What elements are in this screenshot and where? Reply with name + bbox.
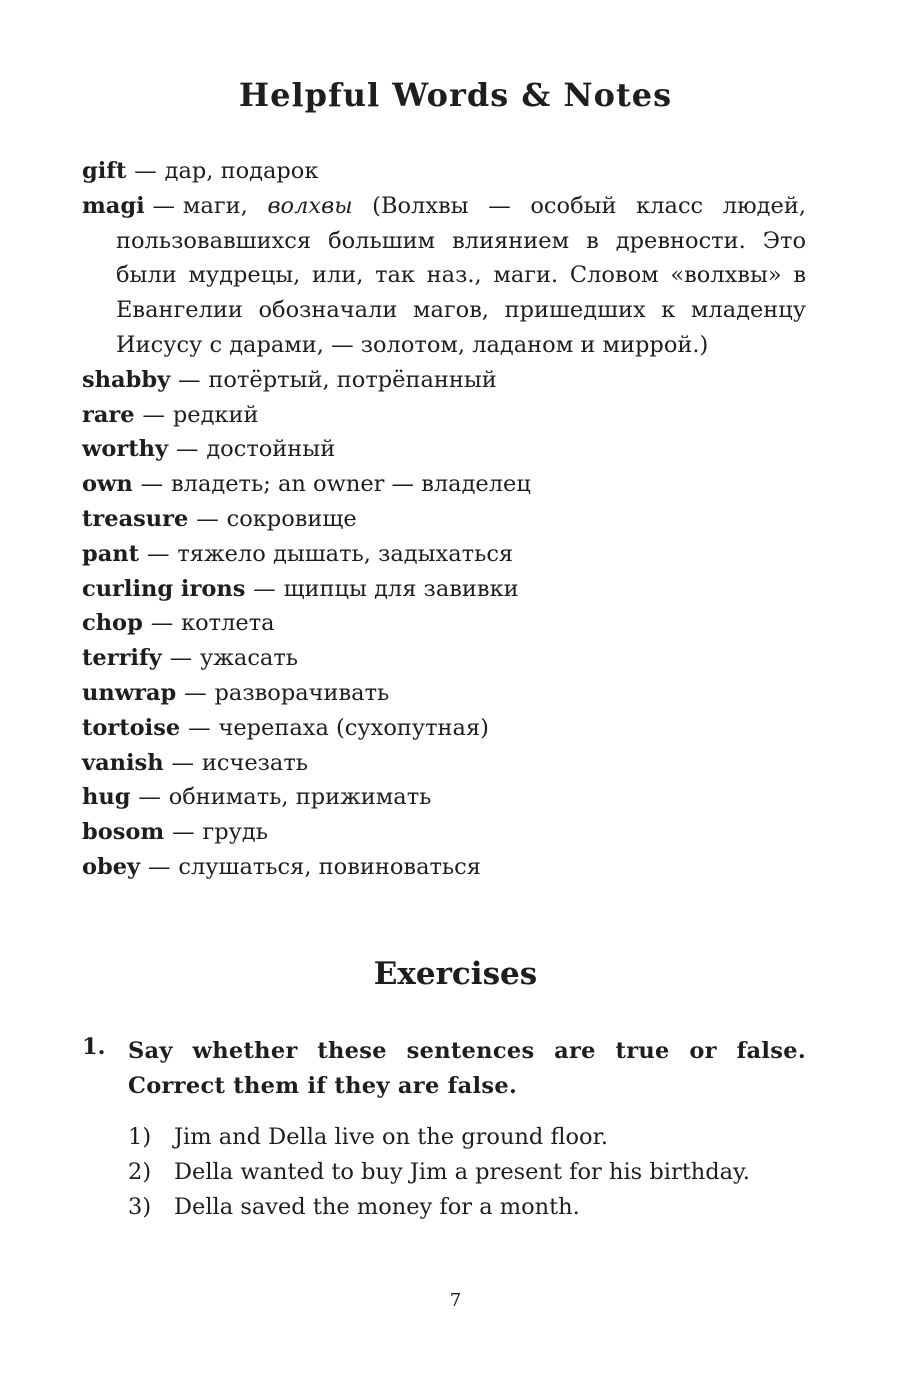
glossary-term: worthy xyxy=(82,436,169,463)
glossary-term: pant xyxy=(82,540,140,567)
glossary-term: obey xyxy=(82,853,141,880)
glossary-term: hug xyxy=(82,784,131,811)
exercise-item xyxy=(128,1190,806,1225)
glossary-list xyxy=(82,154,806,885)
item-text: Jim and Della live on the ground floor. xyxy=(174,1124,609,1150)
glossary-entry: treasure — сокровище xyxy=(82,505,357,532)
glossary-entry: magi — маги, волхвы (Волхвы — особый класс людей, пользовавшихся большим влиянием в древности. Это были мудрецы, или, так наз., маги. Словом «волхвы» в Евангелии обозначали магов, пришедших к младенцу Иисусу с дарами, — золотом, ладаном и миррой.) xyxy=(82,192,806,358)
glossary-definition: грудь xyxy=(202,819,269,846)
exercise-item xyxy=(128,1155,806,1190)
glossary-entry: shabby — потёртый, потрёпанный xyxy=(82,366,497,393)
glossary-term: gift xyxy=(82,158,127,184)
glossary-entry: obey — слушаться, повиноваться xyxy=(82,853,481,880)
glossary-entry: bosom — грудь xyxy=(82,819,269,846)
glossary-entry: rare — редкий xyxy=(82,401,259,428)
glossary-entry: worthy — достойный xyxy=(82,436,336,463)
glossary-entry: hug — обнимать, прижимать xyxy=(82,784,432,811)
glossary-entry: pant — тяжело дышать, задыхаться xyxy=(82,540,514,567)
glossary-term: chop xyxy=(82,610,143,637)
glossary-term: unwrap xyxy=(82,679,177,706)
glossary-entry: curling irons — щипцы для завивки xyxy=(82,575,519,602)
glossary-entry: chop — котлета xyxy=(82,610,275,637)
item-text: Della wanted to buy Jim a present for his birthday. xyxy=(174,1159,750,1185)
glossary-definition-italic: волхвы xyxy=(267,192,353,219)
glossary-definition: дар, подарок xyxy=(164,158,319,184)
glossary-term: own xyxy=(82,471,133,498)
glossary-definition: исчезать xyxy=(201,749,309,776)
exercise-instruction: Say whether these sentences are true or false. Correct them if they are false. xyxy=(128,1038,806,1099)
glossary-entry: own — владеть; an owner — владелец xyxy=(82,471,531,498)
page-number: 7 xyxy=(449,1290,462,1311)
glossary-term: shabby xyxy=(82,366,171,393)
glossary-term: bosom xyxy=(82,819,165,846)
item-number: 3) xyxy=(128,1194,152,1220)
glossary-definition: потёртый, потрёпанный xyxy=(208,366,497,393)
glossary-entry: tortoise — черепаха (сухопутная) xyxy=(82,714,489,741)
glossary-definition: редкий xyxy=(172,401,259,428)
glossary-definition: слушаться, повиноваться xyxy=(178,853,481,880)
glossary-term: magi xyxy=(82,192,145,219)
glossary-definition: обнимать, прижимать xyxy=(168,784,432,811)
glossary-entry: vanish — исчезать xyxy=(82,749,309,776)
glossary-entry: unwrap — разворачивать xyxy=(82,679,390,706)
glossary-note: (Волхвы — особый класс людей, пользовавшихся большим влиянием в древности. Это были мудрецы, или, так наз., маги. Словом «волхвы» в Евангелии обозначали магов, пришедших к младенцу Иисусу с дарами, — золотом, ладаном и миррой.) xyxy=(116,192,806,358)
exercise-items xyxy=(128,1120,806,1225)
glossary-term: tortoise xyxy=(82,714,181,741)
glossary-definition: достойный xyxy=(206,436,336,463)
exercise-number: 1. xyxy=(82,1034,106,1060)
exercise-1 xyxy=(82,1034,806,1225)
glossary-definition: разворачивать xyxy=(214,679,390,706)
glossary-term: treasure xyxy=(82,505,189,532)
glossary-term: vanish xyxy=(82,749,164,776)
glossary-term: terrify xyxy=(82,645,162,672)
glossary-definition: черепаха (сухопутная) xyxy=(218,714,489,741)
glossary-definition: ужасать xyxy=(199,645,299,672)
glossary-term: rare xyxy=(82,401,135,428)
glossary-entry: terrify — ужасать xyxy=(82,645,299,672)
glossary-definition: маги, xyxy=(182,192,268,219)
exercise-item xyxy=(128,1120,806,1155)
item-number: 2) xyxy=(128,1159,152,1185)
glossary-definition: тяжело дышать, задыхаться xyxy=(177,540,514,567)
notes-heading: Helpful Words & Notes xyxy=(238,76,673,114)
item-text: Della saved the money for a month. xyxy=(174,1194,580,1220)
item-number: 1) xyxy=(128,1124,152,1150)
glossary-definition: владеть; an owner — владелец xyxy=(171,471,531,498)
exercises-heading: Exercises xyxy=(373,956,538,992)
glossary-entry: gift — дар, подарок xyxy=(82,158,319,184)
glossary-term: curling irons xyxy=(82,575,246,602)
glossary-definition: щипцы для завивки xyxy=(283,575,519,602)
glossary-definition: котлета xyxy=(181,610,275,637)
glossary-definition: сокровище xyxy=(226,505,357,532)
